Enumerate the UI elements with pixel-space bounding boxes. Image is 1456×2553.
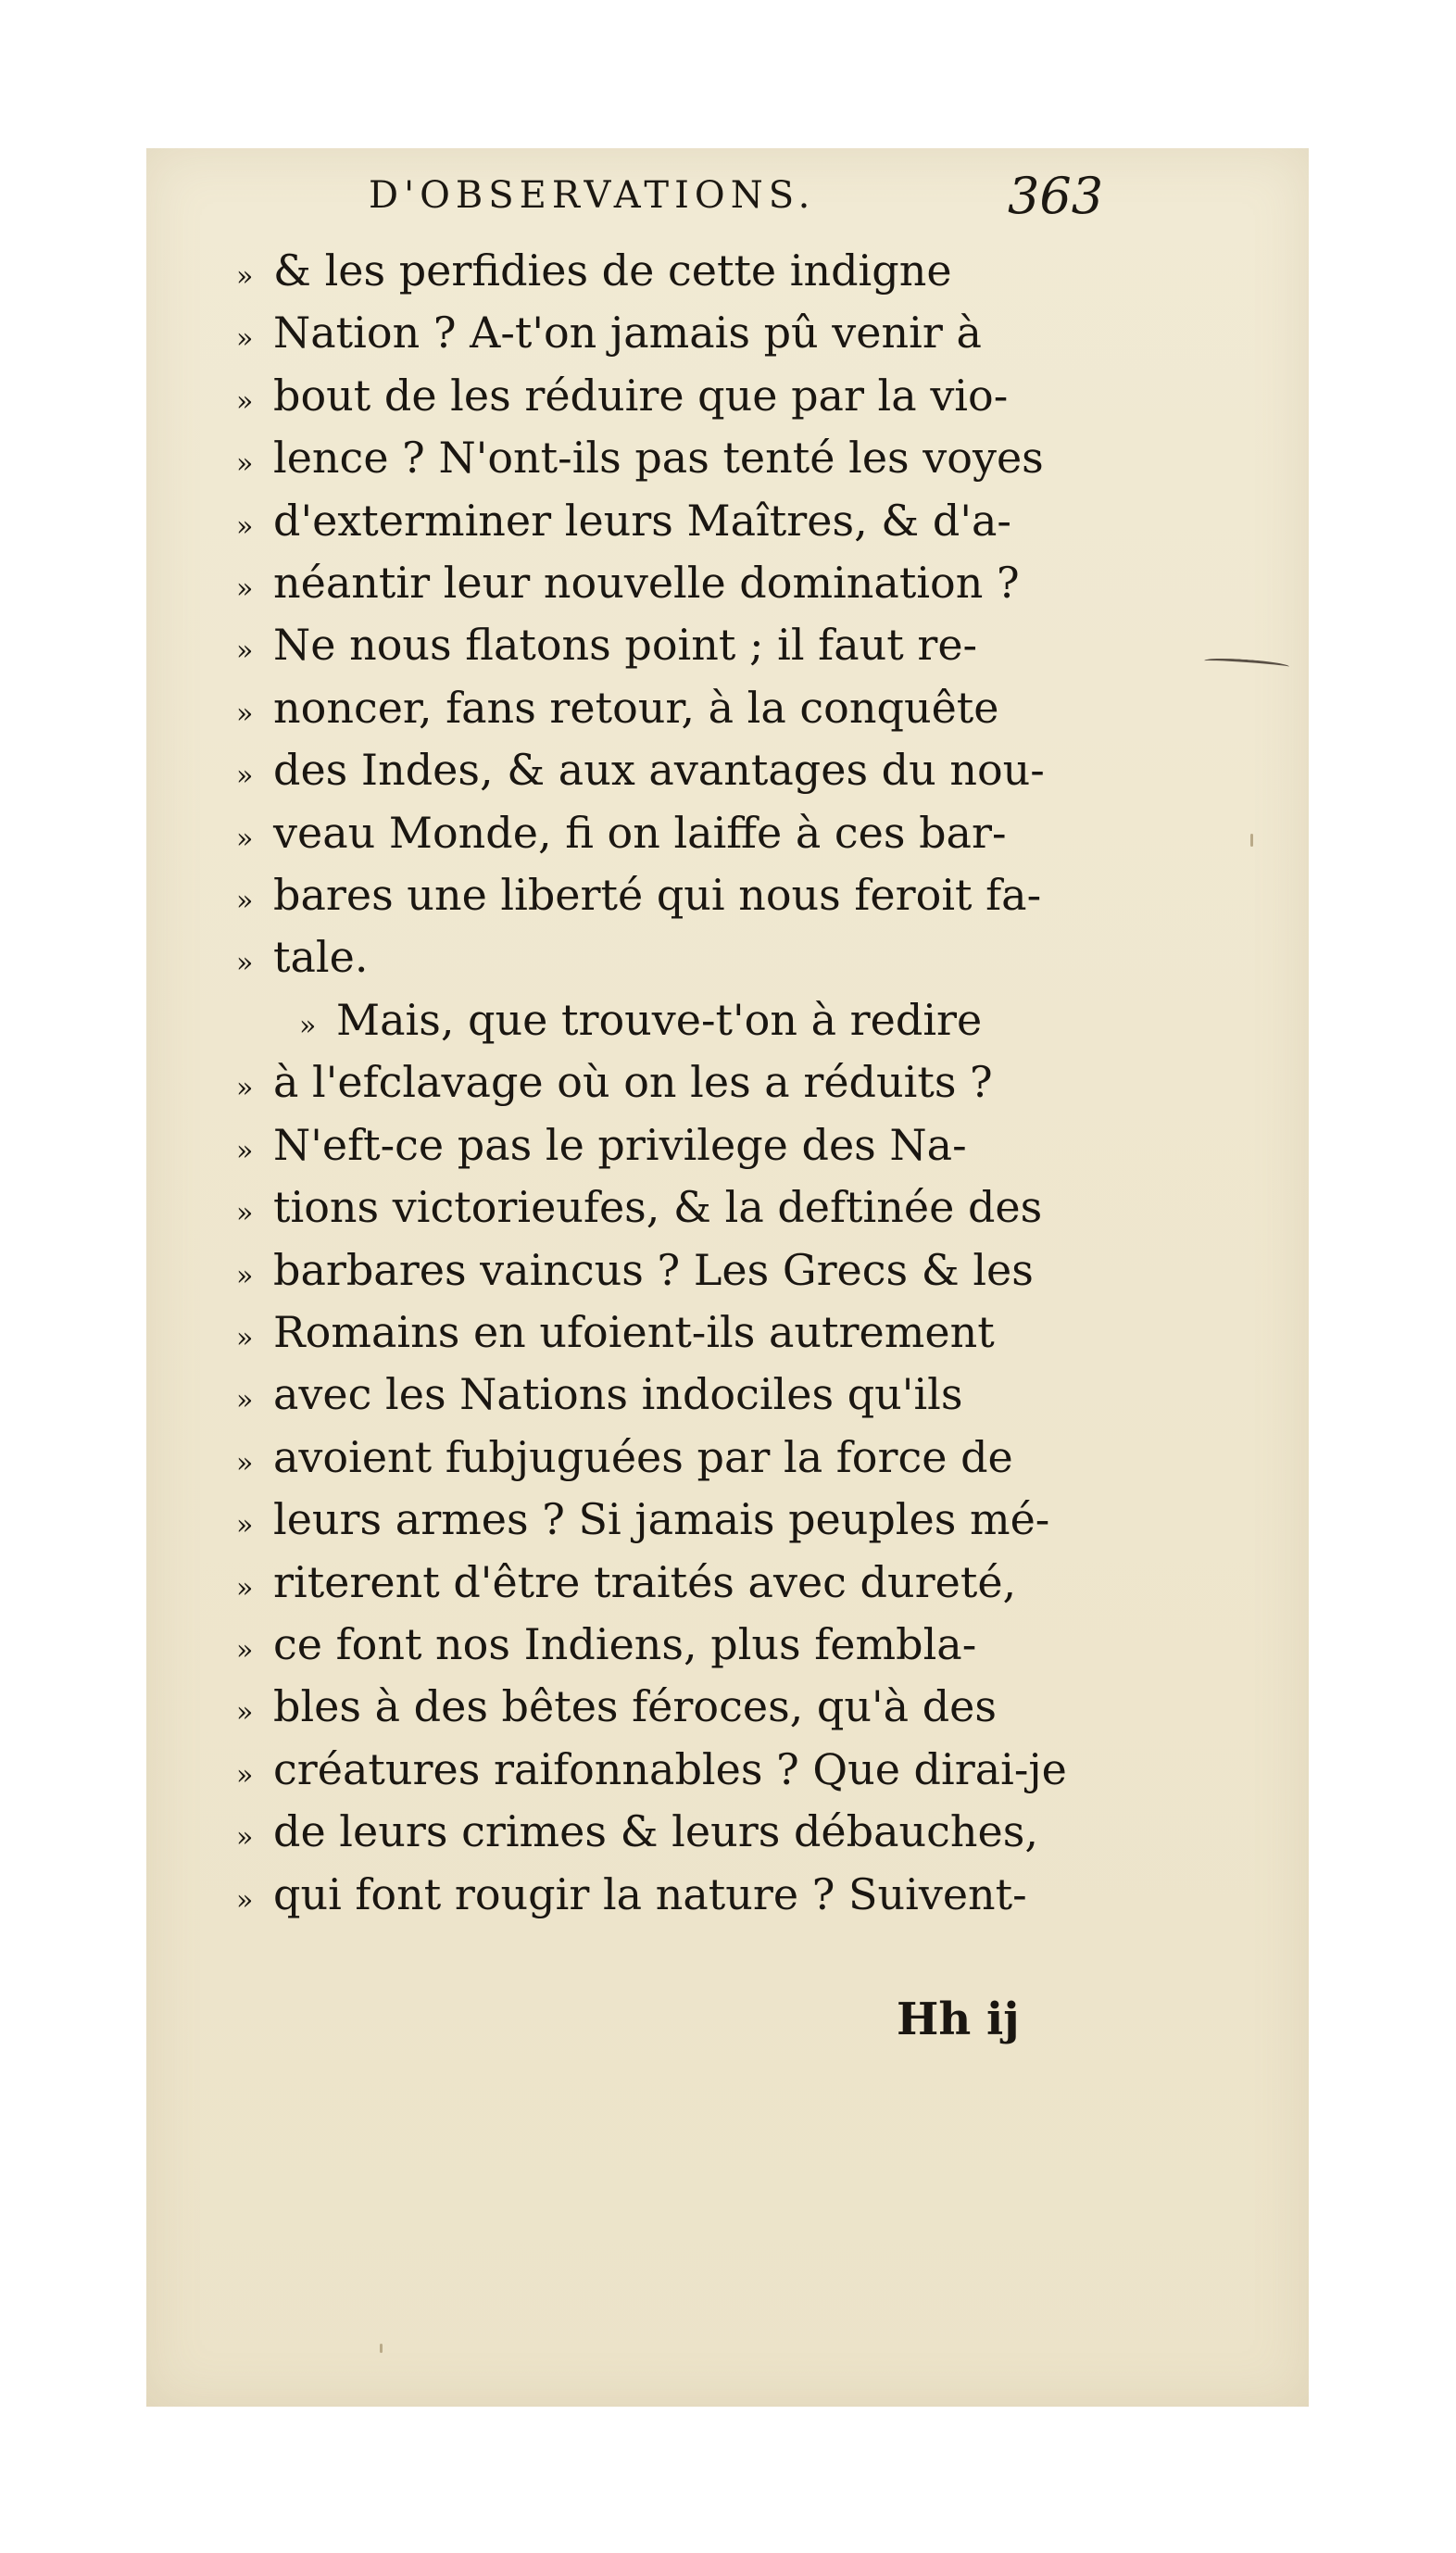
text-line (236, 430, 1125, 492)
text-line (236, 680, 1125, 742)
guillemet-mark: » (236, 885, 254, 918)
text-line (236, 1491, 1125, 1553)
guillemet-mark: » (236, 760, 254, 793)
text-line (236, 243, 1125, 305)
guillemet-mark: » (236, 1446, 254, 1479)
line-text: barbares vaincus ? Les Grecs & les (273, 1244, 1034, 1295)
guillemet-mark: » (236, 1134, 254, 1167)
line-text: avoient fubjuguées par la force de (273, 1431, 1013, 1482)
guillemet-mark: » (236, 572, 254, 606)
guillemet-mark: » (236, 322, 254, 356)
text-line (236, 1867, 1125, 1929)
text-line (236, 929, 1125, 991)
line-text: bles à des bêtes féroces, qu'à des (273, 1681, 997, 1732)
text-line (236, 1054, 1125, 1116)
text-line (236, 1304, 1125, 1366)
text-line (236, 555, 1125, 617)
line-text: tions victorieufes, & la deftinée des (273, 1182, 1043, 1233)
line-text: Ne nous flatons point ; il faut re- (273, 620, 978, 671)
text-line (236, 1679, 1125, 1741)
line-text: lence ? N'ont-ils pas tenté les voyes (273, 433, 1044, 484)
line-text: à l'efclavage où on les a réduits ? (273, 1057, 993, 1108)
guillemet-mark: » (236, 1321, 254, 1354)
line-text: Nation ? A-t'on jamais pû venir à (273, 308, 982, 358)
text-line (236, 368, 1125, 430)
guillemet-mark: » (236, 1758, 254, 1792)
guillemet-mark: » (236, 384, 254, 418)
line-text: noncer, fans retour, à la conquête (273, 682, 999, 733)
line-text: avec les Nations indociles qu'ils (273, 1369, 963, 1420)
text-line (236, 493, 1125, 555)
line-text: Romains en ufoient-ils autrement (273, 1306, 995, 1357)
body-text (236, 243, 1125, 1929)
line-text: néantir leur nouvelle domination ? (273, 558, 1020, 609)
guillemet-mark: » (236, 697, 254, 730)
guillemet-mark: » (299, 1009, 317, 1042)
line-text: & les perfidies de cette indigne (273, 245, 952, 296)
guillemet-mark: » (236, 509, 254, 543)
line-text: N'eft-ce pas le privilege des Na- (273, 1119, 967, 1170)
text-line (236, 805, 1125, 867)
guillemet-mark: » (236, 1883, 254, 1917)
guillemet-mark: » (236, 1384, 254, 1417)
line-text: créatures raifonnables ? Que dirai-je (273, 1743, 1067, 1794)
guillemet-mark: » (236, 1571, 254, 1604)
guillemet-mark: » (236, 635, 254, 668)
page-header (232, 167, 1158, 241)
line-text: tale. (273, 932, 369, 983)
line-text: de leurs crimes & leurs débauches, (273, 1806, 1038, 1857)
line-text: qui font rougir la nature ? Suivent- (273, 1868, 1027, 1919)
text-line (236, 1366, 1125, 1428)
guillemet-mark: » (236, 447, 254, 481)
running-head: D'OBSERVATIONS. (369, 174, 816, 217)
text-line (236, 867, 1125, 929)
signature-mark: Hh ij (897, 1993, 1020, 2045)
text-line (236, 1804, 1125, 1866)
text-line (236, 617, 1125, 679)
page-number: 363 (1008, 167, 1104, 225)
line-text: leurs armes ? Si jamais peuples mé- (273, 1494, 1050, 1545)
guillemet-mark: » (236, 1633, 254, 1666)
text-line (236, 305, 1125, 367)
text-line (236, 1179, 1125, 1241)
line-text: veau Monde, fi on laiffe à ces bar- (273, 807, 1007, 858)
text-line (236, 1242, 1125, 1304)
guillemet-mark: » (236, 1072, 254, 1105)
guillemet-mark: » (236, 1509, 254, 1542)
guillemet-mark: » (236, 260, 254, 293)
paper-speck (1250, 834, 1253, 847)
line-text: bares une liberté qui nous feroit fa- (273, 870, 1042, 921)
line-text: bout de les réduire que par la vio- (273, 370, 1009, 421)
guillemet-mark: » (236, 1197, 254, 1230)
line-text: riterent d'être traités avec dureté, (273, 1556, 1017, 1607)
line-text: d'exterminer leurs Maîtres, & d'a- (273, 495, 1011, 546)
guillemet-mark: » (236, 1259, 254, 1292)
line-text: ce font nos Indiens, plus fembla- (273, 1618, 977, 1669)
text-line (236, 742, 1125, 804)
paper-speck (380, 2344, 383, 2353)
text-line (236, 1616, 1125, 1679)
text-line (236, 1117, 1125, 1179)
line-text: Mais, que trouve-t'on à redire (336, 994, 983, 1045)
text-line (236, 992, 1125, 1054)
guillemet-mark: » (236, 947, 254, 980)
text-line (236, 1429, 1125, 1491)
line-text: des Indes, & aux avantages du nou- (273, 745, 1045, 796)
guillemet-mark: » (236, 1696, 254, 1729)
text-line (236, 1554, 1125, 1616)
guillemet-mark: » (236, 822, 254, 855)
text-line (236, 1742, 1125, 1804)
guillemet-mark: » (236, 1821, 254, 1855)
